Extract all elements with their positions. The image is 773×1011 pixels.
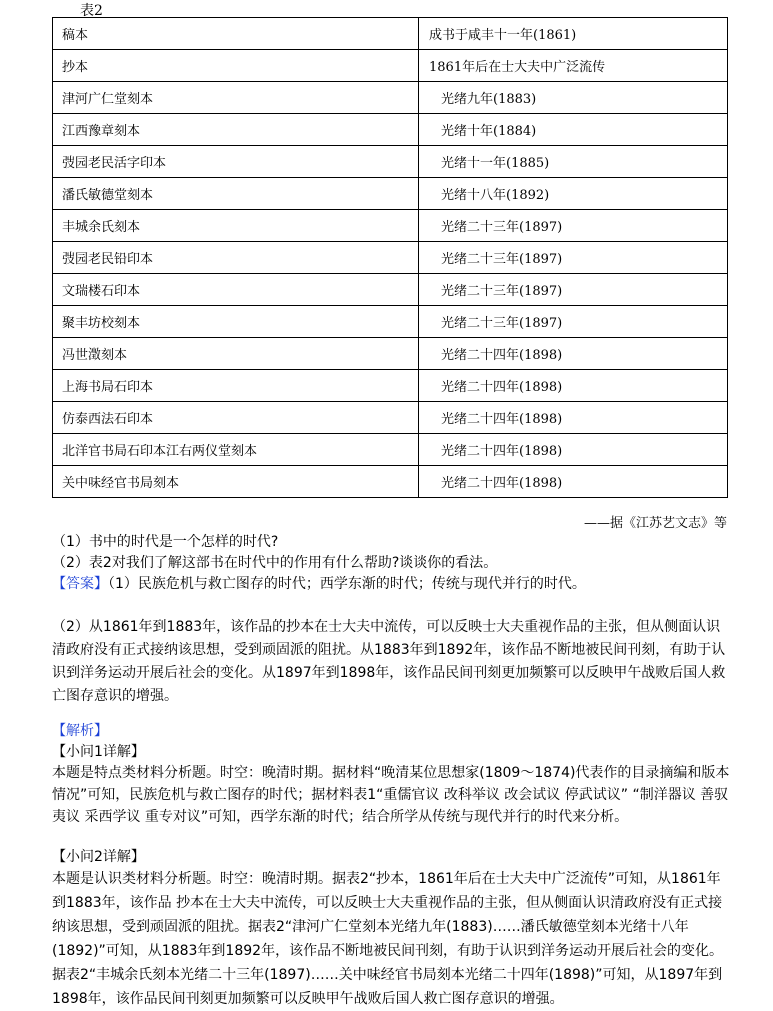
edition-name: 弢园老民铅印本 bbox=[53, 242, 419, 274]
edition-name: 弢园老民活字印本 bbox=[53, 146, 419, 178]
edition-name: 文瑞楼石印本 bbox=[53, 274, 419, 306]
table-caption: 表2 bbox=[80, 3, 103, 19]
table-row bbox=[53, 434, 728, 466]
edition-time: 光绪二十三年(1897) bbox=[419, 274, 728, 306]
edition-time: 光绪九年(1883) bbox=[419, 82, 728, 114]
table-row bbox=[53, 210, 728, 242]
edition-name: 上海书局石印本 bbox=[53, 370, 419, 402]
edition-time: 成书于咸丰十一年(1861) bbox=[419, 18, 728, 50]
edition-time: 光绪二十三年(1897) bbox=[419, 242, 728, 274]
question-2: （2）表2对我们了解这部书在时代中的作用有什么帮助?谈谈你的看法。 bbox=[52, 555, 498, 571]
answer-2: （2）从1861年到1883年，该作品的抄本在士大夫中流传，可以反映士大夫重视作品的主张，但从侧面认识清政府没有正式接纳该思想，受到顽固派的阻扰。从1883年到1892年，该作品不断地被民间刊刻，有助于认识到洋务运动开展后社会的变化。从1897年到1898年，该作品民间刊刻更加频繁可以反映甲午战败后国人救亡图存意识的增强。 bbox=[52, 619, 726, 704]
answer-1-line bbox=[52, 573, 732, 595]
table-row bbox=[53, 18, 728, 50]
edition-time: 光绪二十四年(1898) bbox=[419, 434, 728, 466]
table-row bbox=[53, 370, 728, 402]
table-row bbox=[53, 146, 728, 178]
edition-time: 光绪十年(1884) bbox=[419, 114, 728, 146]
edition-name: 津河广仁堂刻本 bbox=[53, 82, 419, 114]
edition-name: 抄本 bbox=[53, 50, 419, 82]
table-row bbox=[53, 274, 728, 306]
sub-question-2-text: 本题是认识类材料分析题。时空：晚清时期。据表2“抄本，1861年后在士大夫中广泛流传”可知，从1861年到1883年，该作品 抄本在士大夫中流传，可以反映士大夫重视作品的主张，但从侧面认识清政府没有正式接纳该思想，受到顽固派的阻扰。据表2“津河广仁堂刻本光绪九年(1883)……潘氏敏德堂刻本光绪十八年(1892)”可知，从1883年到1892年，该作品不断地被民间刊刻，有助于认识到洋务运动开展后社会的变化。据表2“丰城余氏刻本光绪二十三年(1897)……关中味经官书局刻本光绪二十四年(1898)”可知，从1897年到1898年，该作品民间刊刻更加频繁可以反映甲午战败后国人救亡图存意识的增强。 bbox=[52, 871, 724, 1007]
table-row bbox=[53, 178, 728, 210]
edition-time: 光绪二十四年(1898) bbox=[419, 338, 728, 370]
edition-time: 光绪二十四年(1898) bbox=[419, 402, 728, 434]
edition-time: 光绪二十四年(1898) bbox=[419, 466, 728, 498]
edition-name: 关中味经官书局刻本 bbox=[53, 466, 419, 498]
answer-1: （1）民族危机与救亡图存的时代；西学东渐的时代；传统与现代并行的时代。 bbox=[108, 576, 586, 592]
table-row bbox=[53, 306, 728, 338]
edition-time: 光绪二十四年(1898) bbox=[419, 370, 728, 402]
edition-name: 稿本 bbox=[53, 18, 419, 50]
edition-name: 丰城余氏刻本 bbox=[53, 210, 419, 242]
edition-time: 光绪二十三年(1897) bbox=[419, 306, 728, 338]
editions-table bbox=[52, 17, 728, 498]
edition-time: 光绪十八年(1892) bbox=[419, 178, 728, 210]
source-citation: ——据《江苏艺文志》等 bbox=[583, 516, 727, 531]
edition-name: 聚丰坊校刻本 bbox=[53, 306, 419, 338]
edition-name: 潘氏敏德堂刻本 bbox=[53, 178, 419, 210]
question-1: （1）书中的时代是一个怎样的时代? bbox=[52, 534, 279, 550]
table-row bbox=[53, 114, 728, 146]
answer-tag: 【答案】 bbox=[52, 576, 108, 592]
edition-time: 光绪十一年(1885) bbox=[419, 146, 728, 178]
table-row bbox=[53, 50, 728, 82]
table-row bbox=[53, 402, 728, 434]
table-row bbox=[53, 82, 728, 114]
table-row bbox=[53, 242, 728, 274]
analysis-tag: 【解析】 bbox=[52, 723, 108, 739]
sub-question-1-tag: 【小问1详解】 bbox=[52, 744, 145, 760]
table-row bbox=[53, 338, 728, 370]
sub-question-2-tag: 【小问2详解】 bbox=[52, 849, 145, 865]
edition-time: 1861年后在士大夫中广泛流传 bbox=[419, 50, 728, 82]
edition-name: 冯世澂刻本 bbox=[53, 338, 419, 370]
table-row bbox=[53, 466, 728, 498]
edition-time: 光绪二十三年(1897) bbox=[419, 210, 728, 242]
edition-name: 北洋官书局石印本江右两仪堂刻本 bbox=[53, 434, 419, 466]
sub-question-1-text: 本题是特点类材料分析题。时空：晚清时期。据材料“晚清某位思想家(1809～1874)代表作的目录摘编和版本情况”可知，民族危机与救亡图存的时代；据材料表1“重儒官议 改科举议 改会试议 停武试议” “制洋器议 善驭夷议 采西学议 重专对议”可知，西学东渐的时代；结合所学从传统与现代并行的时代来分析。 bbox=[52, 765, 730, 825]
edition-name: 江西豫章刻本 bbox=[53, 114, 419, 146]
edition-name: 仿泰西法石印本 bbox=[53, 402, 419, 434]
